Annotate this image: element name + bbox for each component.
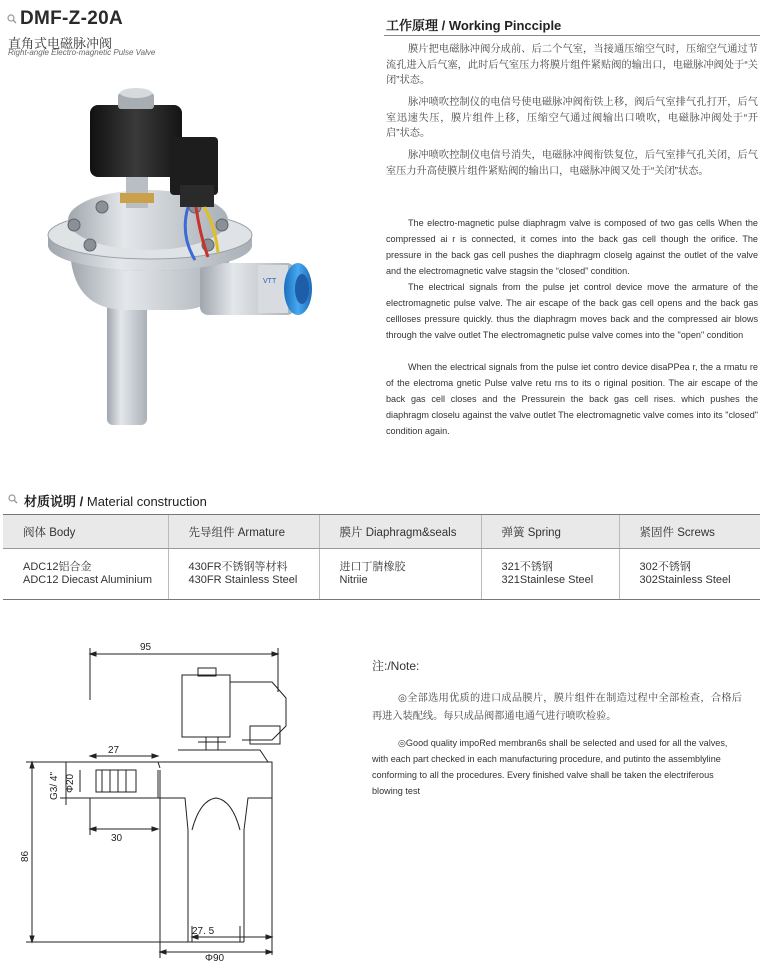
note-cn: ◎全部选用优质的进口成品膜片，膜片组件在制造过程中全部检查，合格后再进入装配线。每只成品阀都通电通气进行喷吹检验。 — [372, 693, 742, 722]
principle-en-paragraph: When the electrical signals from the pulse iet contro device disaPPea r, the a rmatu re of the electroma gnetic Pulse valve retu rns to its o riginal position. The air escape of the back gas cell closes and the Pressurein the back gas cell rises. which pushes the diaphragm closelu against the valve outlet The electromagnetic valve comes into its "closed" condition again. — [386, 362, 758, 436]
brand-mark: VTT — [263, 278, 277, 285]
material-heading: 材质说明 / Material construction — [24, 494, 207, 509]
table-cell: 进口丁腈橡胶 Nitriie — [319, 549, 481, 600]
table-cell: ADC12铝合金 ADC12 Diecast Aluminium — [3, 549, 168, 600]
table-cell: 302不锈钢 302Stainless Steel — [619, 549, 760, 600]
search-icon — [8, 494, 18, 504]
principle-cn-paragraph: 脉冲喷吹控制仪电信号消失，电磁脉冲阀衔铁复位，后气室排气孔关闭，后气室压力升高使膜片组件紧贴阀的输出口，电磁脉冲阀又处于“关闭”状态。 — [386, 150, 758, 177]
dimension-label: G3/ 4" — [49, 771, 60, 800]
column-header: 阀体 Body — [3, 515, 168, 549]
column-header: 膜片 Diaphragm&seals — [319, 515, 481, 549]
product-title-cn: 直角式电磁脉冲阀 — [8, 36, 113, 51]
table-cell: 321不锈钢 321Stainlese Steel — [481, 549, 619, 600]
table-cell: 430FR不锈钢等材料 430FR Stainless Steel — [168, 549, 319, 600]
dimension-label: 30 — [111, 833, 123, 844]
solenoid-coil — [90, 105, 182, 177]
note-en: ◎Good quality impoRed membran6s shall be selected and used for all the valves, with each part checked in each manufacturing procedure, and putinto the assemblyline conforming to all the procedures. Every finished valve shall be taken the electriferous blowing test — [372, 738, 728, 796]
brass-nut — [120, 193, 154, 203]
material-table — [3, 514, 760, 600]
table-row — [3, 549, 760, 600]
dimension-drawing — [10, 630, 340, 965]
column-header: 先导组件 Armature — [168, 515, 319, 549]
dimension-label: 86 — [20, 850, 31, 862]
product-title-en: Right-angle Electro-magnetic Pulse Valve — [8, 48, 156, 57]
column-header: 弹簧 Spring — [481, 515, 619, 549]
principle-cn-paragraph: 脉冲喷吹控制仪的电信号使电磁脉冲阀衔铁上移，阀后气室排气孔打开，后气室迅速失压，膜片组件上移，压缩空气通过阀输出口喷吹，电磁脉冲阀处于“开启”状态。 — [386, 97, 758, 139]
dimension-label: 95 — [140, 642, 152, 653]
dimension-label: Φ90 — [205, 953, 225, 964]
column-header: 紧固件 Screws — [619, 515, 760, 549]
note-heading: 注:/Note: — [372, 659, 420, 673]
table-header-row — [3, 515, 760, 549]
dimension-label: 27 — [108, 745, 120, 756]
principle-cn-paragraph: 膜片把电磁脉冲阀分成前、后二个气室，当接通压缩空气时，压缩空气通过节流孔进入后气塞，此时后气室压力将膜片组件紧贴阀的输出口，电磁脉冲阀处于“关闭”状态。 — [386, 44, 758, 86]
principle-en-paragraph: The electrical signals from the pulse jet control device move the armature of the electromagnetic pulse valve. The air escape of the back gas cell opens and the back gas cellloses pressure quickly. thus the diaphragm moves back and the compressed air blows through the valve outlet The electromagnetic pulse valve comes into the "open" condition — [386, 282, 758, 340]
dimension-label: Φ20 — [65, 773, 76, 793]
search-icon — [7, 14, 17, 24]
principle-divider — [384, 35, 760, 36]
dimension-label: 27. 5 — [192, 926, 215, 937]
model-title: DMF-Z-20A — [20, 8, 123, 29]
principle-heading: 工作原理 / Working Pincciple — [386, 18, 562, 33]
principle-en-paragraph: The electro-magnetic pulse diaphragm valve is composed of two gas cells When the compressed ai r is connected, it comes into the back gas cell though the orifice. The pressure in the back gas cell pushes the diaphragm closelg against the outlet of the valve and the electromagnetic valve stagsin the “closed” condition. — [386, 218, 758, 276]
valve-product-photo — [30, 75, 350, 445]
